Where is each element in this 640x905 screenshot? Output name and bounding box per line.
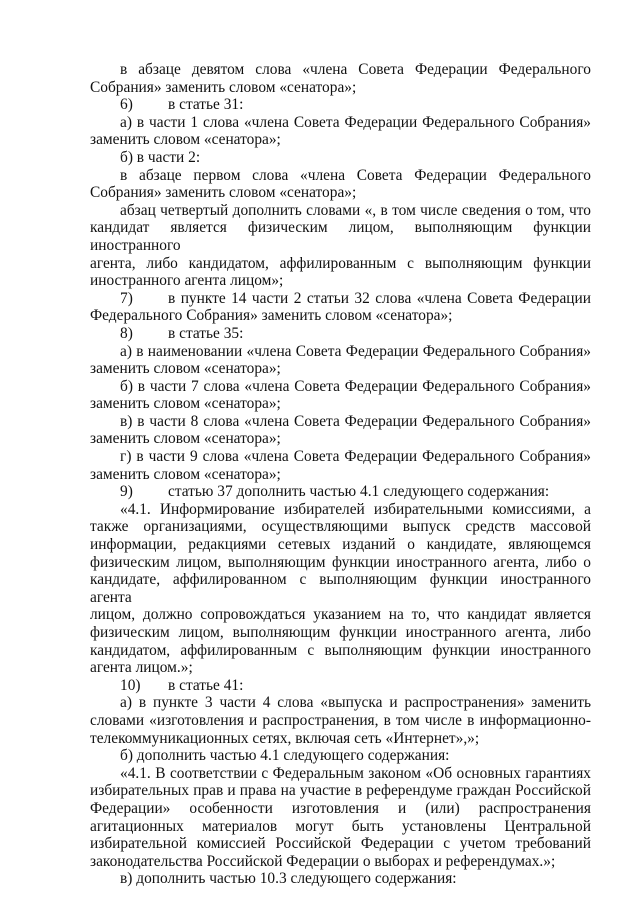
line-text: в абзаце первом слова «члена Совета Федерации Федерального (120, 166, 591, 184)
paragraph (90, 483, 591, 501)
line-text: агента лицом.»; (90, 659, 193, 677)
line-text: в абзаце девятом слова «члена Совета Федерации Федерального (120, 61, 591, 78)
text-line (90, 554, 591, 572)
text-line (90, 870, 591, 888)
line-text: заменить словом «сенатора»; (90, 465, 281, 483)
text-line (90, 360, 591, 378)
paragraph (90, 96, 591, 114)
line-text: словами «изготовления и распространения, в том числе в информационно- (90, 711, 591, 729)
line-text: в) дополнить частью 10.3 следующего содержания: (120, 870, 457, 888)
text-line (90, 765, 591, 783)
item-number: 7) (120, 289, 133, 307)
line-text: г) в части 9 слова «члена Совета Федерации Федерального Собрания» (120, 448, 591, 466)
text-line (90, 694, 591, 712)
text-line (90, 378, 591, 396)
text-line (90, 131, 591, 149)
paragraph (90, 149, 591, 167)
line-text: Федерального Собрания» заменить словом «сенатора»; (90, 307, 453, 325)
text-line (90, 79, 591, 97)
line-text: а) в пункте 3 части 4 слова «выпуска и распространения» заменить (120, 694, 591, 712)
text-line (90, 818, 591, 836)
paragraph (90, 114, 591, 149)
paragraph (90, 413, 591, 448)
text-line (90, 343, 591, 361)
text-line (90, 96, 591, 114)
text-line (90, 255, 591, 273)
line-text: иностранного агента лицом»; (90, 272, 284, 290)
item-number: 6) (120, 96, 133, 114)
line-text: в статье 31: (168, 96, 244, 114)
text-line (90, 800, 591, 818)
text-line (90, 518, 591, 536)
text-line (90, 642, 591, 660)
line-text: физическим лицом, выполняющим функции иностранного агента, либо о (90, 553, 591, 571)
line-text: абзац четвертый дополнить словами «, в том числе сведения о том, что (120, 201, 591, 219)
item-number: 8) (120, 324, 133, 342)
text-line (90, 624, 591, 642)
line-text: б) дополнить частью 4.1 следующего содержания: (120, 747, 450, 765)
line-text: избирательных прав и права на участие в референдуме граждан Российской (90, 782, 591, 800)
text-line (90, 606, 591, 624)
text-line (90, 835, 591, 853)
paragraph (90, 202, 591, 290)
paragraph (90, 378, 591, 413)
item-number: 9) (120, 483, 133, 501)
line-text: заменить словом «сенатора»; (90, 430, 281, 448)
text-line (90, 853, 591, 871)
text-line (90, 272, 591, 290)
text-line (90, 413, 591, 431)
text-line (90, 61, 591, 79)
line-text: заменить словом «сенатора»; (90, 395, 281, 413)
line-text: физическим лицом, выполняющим функции иностранного агента, либо (90, 624, 591, 641)
document-body (90, 61, 591, 888)
line-text: информации, редакциями сетевых изданий о кандидате, являющемся (90, 536, 591, 554)
paragraph (90, 448, 591, 483)
text-line (90, 167, 591, 185)
paragraph (90, 765, 591, 871)
text-line (90, 149, 591, 167)
text-line (90, 430, 591, 448)
text-line (90, 184, 591, 202)
line-text: Федерации» особенности изготовления и (или) распространения (90, 799, 591, 817)
line-text: законодательства Российской Федерации о выборах и референдумах.»; (90, 852, 556, 870)
line-text: в) в части 8 слова «члена Совета Федерации Федерального Собрания» (120, 412, 591, 430)
paragraph (90, 343, 591, 378)
line-text: заменить словом «сенатора»; (90, 131, 281, 149)
line-text: кандидате, аффилированном с выполняющим функции иностранного агента (90, 571, 591, 606)
paragraph (90, 290, 591, 325)
text-line (90, 501, 591, 519)
line-text: Собрания» заменить словом «сенатора»; (90, 78, 357, 96)
line-text: лицом, должно сопровождаться указанием на то, что кандидат является (90, 606, 591, 624)
paragraph (90, 677, 591, 695)
line-text: кандидат является физическим лицом, выполняющим функции иностранного (90, 219, 591, 254)
line-text: в пункте 14 части 2 статьи 32 слова «члена Совета Федерации (168, 289, 591, 307)
text-line (90, 219, 591, 254)
paragraph (90, 325, 591, 343)
paragraph (90, 61, 591, 96)
line-text: Собрания» заменить словом «сенатора»; (90, 184, 357, 202)
line-text: агента, либо кандидатом, аффилированным с выполняющим функции (90, 254, 591, 272)
text-line (90, 307, 591, 325)
paragraph (90, 501, 591, 677)
line-text: б) в части 7 слова «члена Совета Федерации Федерального Собрания» (120, 377, 591, 395)
line-text: кандидатом, аффилированным с выполняющим функции иностранного (90, 641, 591, 659)
line-text: «4.1. Информирование избирателей избирательными комиссиями, а (120, 500, 591, 518)
paragraph (90, 167, 591, 202)
line-text: а) в наименовании «члена Совета Федерации Федерального Собрания» (120, 342, 591, 360)
line-text: «4.1. В соответствии с Федеральным законом «Об основных гарантиях (120, 764, 591, 782)
line-text: также организациями, осуществляющими выпуск средств массовой (90, 518, 591, 536)
paragraph (90, 694, 591, 747)
text-line (90, 448, 591, 466)
line-text: в статье 41: (168, 676, 244, 694)
text-line (90, 536, 591, 554)
line-text: б) в части 2: (120, 148, 201, 166)
line-text: в статье 35: (168, 324, 244, 342)
text-line (90, 712, 591, 730)
text-line (90, 290, 591, 308)
text-line (90, 659, 591, 677)
text-line (90, 782, 591, 800)
line-text: избирательной комиссией Российской Федерации с учетом требований (90, 835, 591, 853)
line-text: заменить словом «сенатора»; (90, 360, 281, 378)
text-line (90, 483, 591, 501)
text-line (90, 571, 591, 606)
text-line (90, 466, 591, 484)
text-line (90, 395, 591, 413)
text-line (90, 202, 591, 220)
line-text: агитационных материалов могут быть установлены Центральной (90, 817, 591, 835)
text-line (90, 114, 591, 132)
text-line (90, 747, 591, 765)
text-line (90, 730, 591, 748)
line-text: а) в части 1 слова «члена Совета Федерации Федерального Собрания» (120, 113, 591, 131)
paragraph (90, 747, 591, 765)
item-number: 10) (120, 676, 141, 694)
text-line (90, 677, 591, 695)
line-text: телекоммуникационных сетях, включая сеть «Интернет»,»; (90, 729, 480, 747)
line-text: статью 37 дополнить частью 4.1 следующего содержания: (168, 483, 550, 501)
text-line (90, 325, 591, 343)
paragraph (90, 870, 591, 888)
